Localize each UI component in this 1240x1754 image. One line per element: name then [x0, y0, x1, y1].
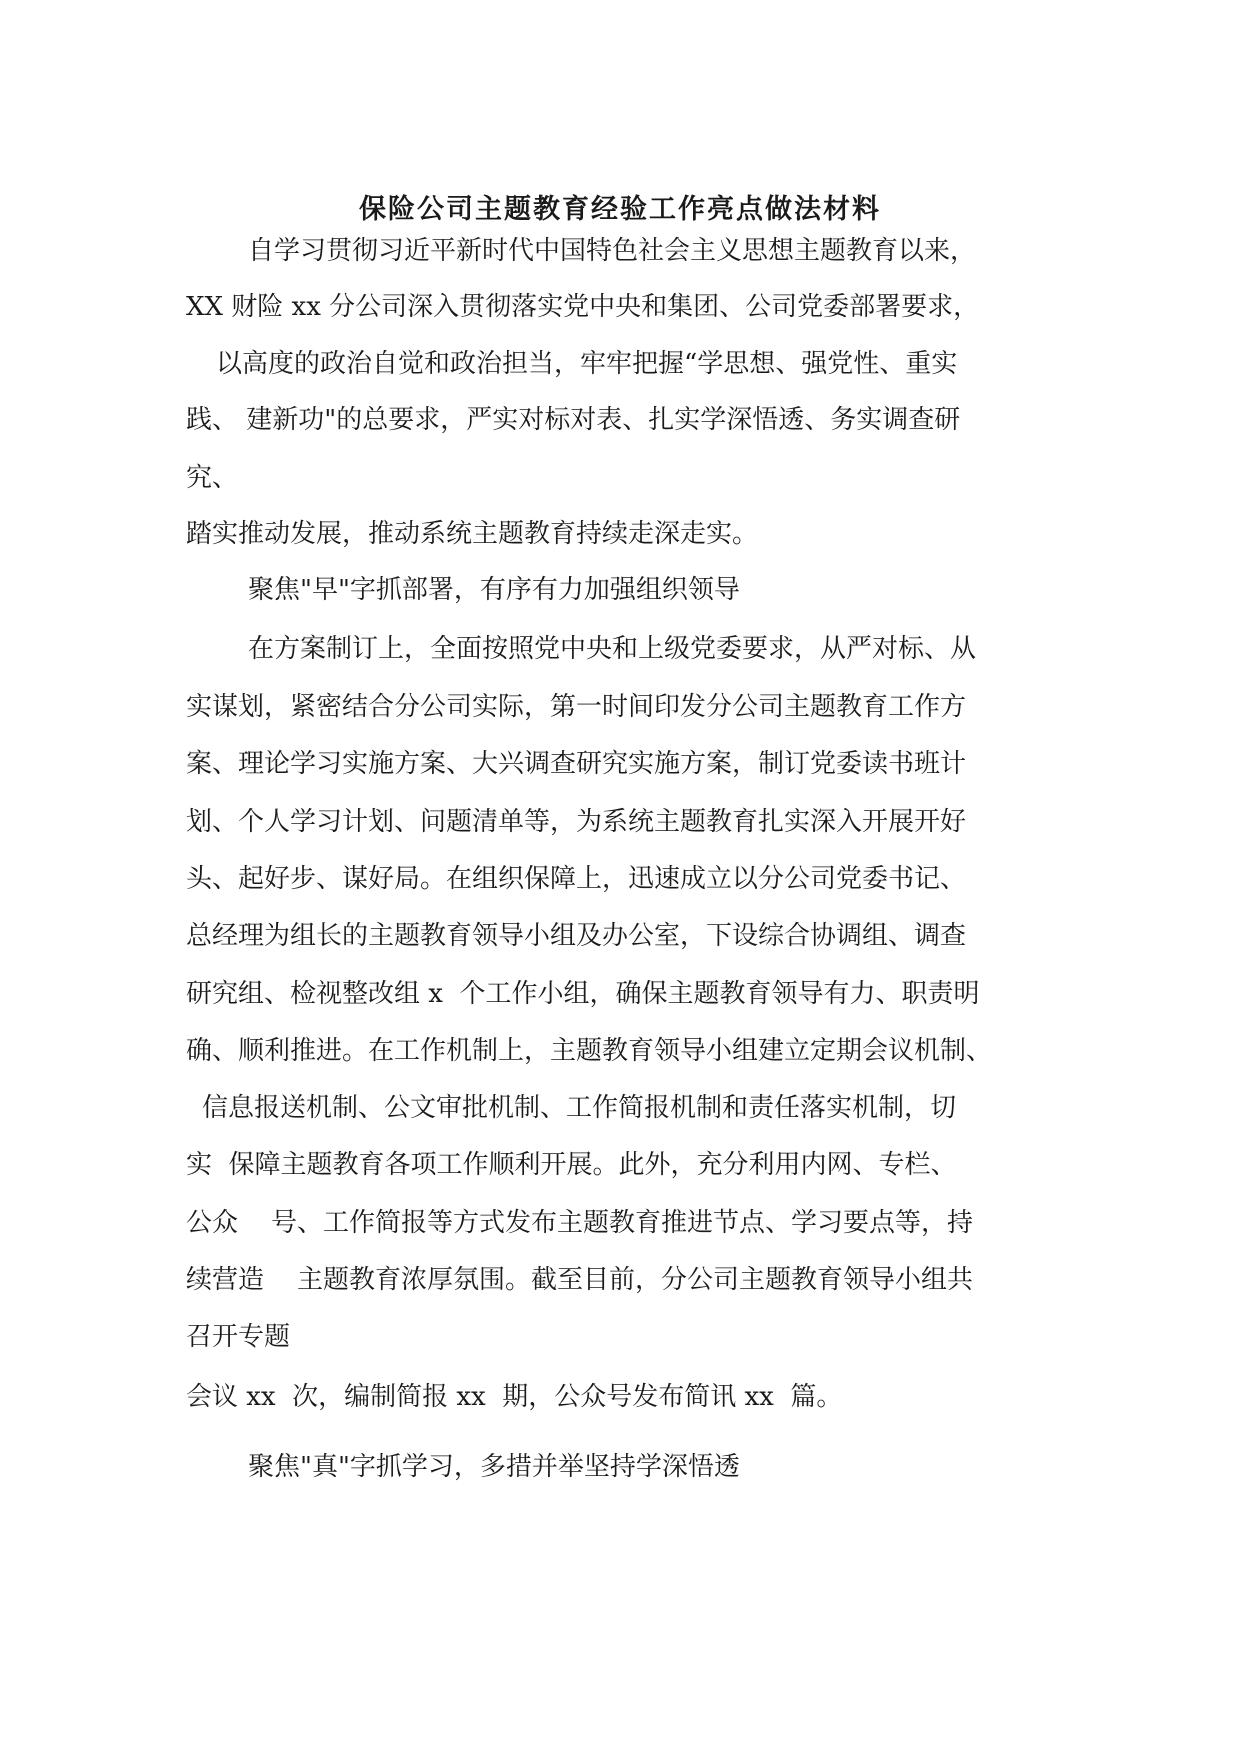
paragraph-line: 公众 号、工作简报等方式发布主题教育推进节点、学习要点等，持: [186, 1208, 974, 1238]
intro-line: XX 财险 xx 分公司深入贯彻落实党中央和集团、公司党委部署要求，: [186, 292, 980, 322]
paragraph-line: 召开专题: [186, 1322, 291, 1352]
intro-line: 践、 建新功"的总要求，严实对标对表、扎实学深悟透、务实调查研: [186, 405, 961, 435]
section-heading: 聚焦"真"字抓学习，多措并举坚持学深悟透: [248, 1452, 740, 1482]
paragraph-line: 在方案制订上，全面按照党中央和上级党委要求，从严对标、从: [248, 634, 977, 664]
section-heading: 聚焦"早"字抓部署，有序有力加强组织领导: [248, 575, 740, 605]
paragraph-line: 案、理论学习实施方案、大兴调查研究实施方案，制订党委读书班计: [186, 749, 967, 779]
paragraph-line: 研究组、检视整改组 x 个工作小组，确保主题教育领导有力、职责明: [186, 979, 980, 1009]
intro-line: 以高度的政治自觉和政治担当，牢牢把握“学思想、强党性、重实: [216, 349, 958, 379]
paragraph-line: 信息报送机制、公文审批机制、工作简报机制和责任落实机制，切: [202, 1093, 957, 1123]
intro-line: 究、: [186, 463, 239, 493]
paragraph-line: 续营造 主题教育浓厚氛围。截至目前，分公司主题教育领导小组共: [186, 1265, 974, 1295]
paragraph-line: 总经理为组长的主题教育领导小组及办公室，下设综合协调组、调查: [186, 921, 967, 951]
intro-line: 自学习贯彻习近平新时代中国特色社会主义思想主题教育以来，: [248, 236, 977, 266]
paragraph-line: 划、个人学习计划、问题清单等，为系统主题教育扎实深入开展开好: [186, 807, 967, 837]
intro-line: 踏实推动发展，推动系统主题教育持续走深走实。: [186, 519, 759, 549]
paragraph-line: 实谋划，紧密结合分公司实际，第一时间印发分公司主题教育工作方: [186, 692, 967, 722]
paragraph-line: 头、起好步、谋好局。在组织保障上，迅速成立以分公司党委书记、: [186, 864, 967, 894]
paragraph-line: 会议 xx 次，编制简报 xx 期，公众号发布简讯 xx 篇。: [186, 1382, 843, 1412]
paragraph-line: 确、顺利推进。在工作机制上，主题教育领导小组建立定期会议机制、: [186, 1036, 993, 1066]
paragraph-line: 实 保障主题教育各项工作顺利开展。此外，充分利用内网、专栏、: [186, 1150, 957, 1180]
document-title: 保险公司主题教育经验工作亮点做法材料: [359, 194, 881, 225]
